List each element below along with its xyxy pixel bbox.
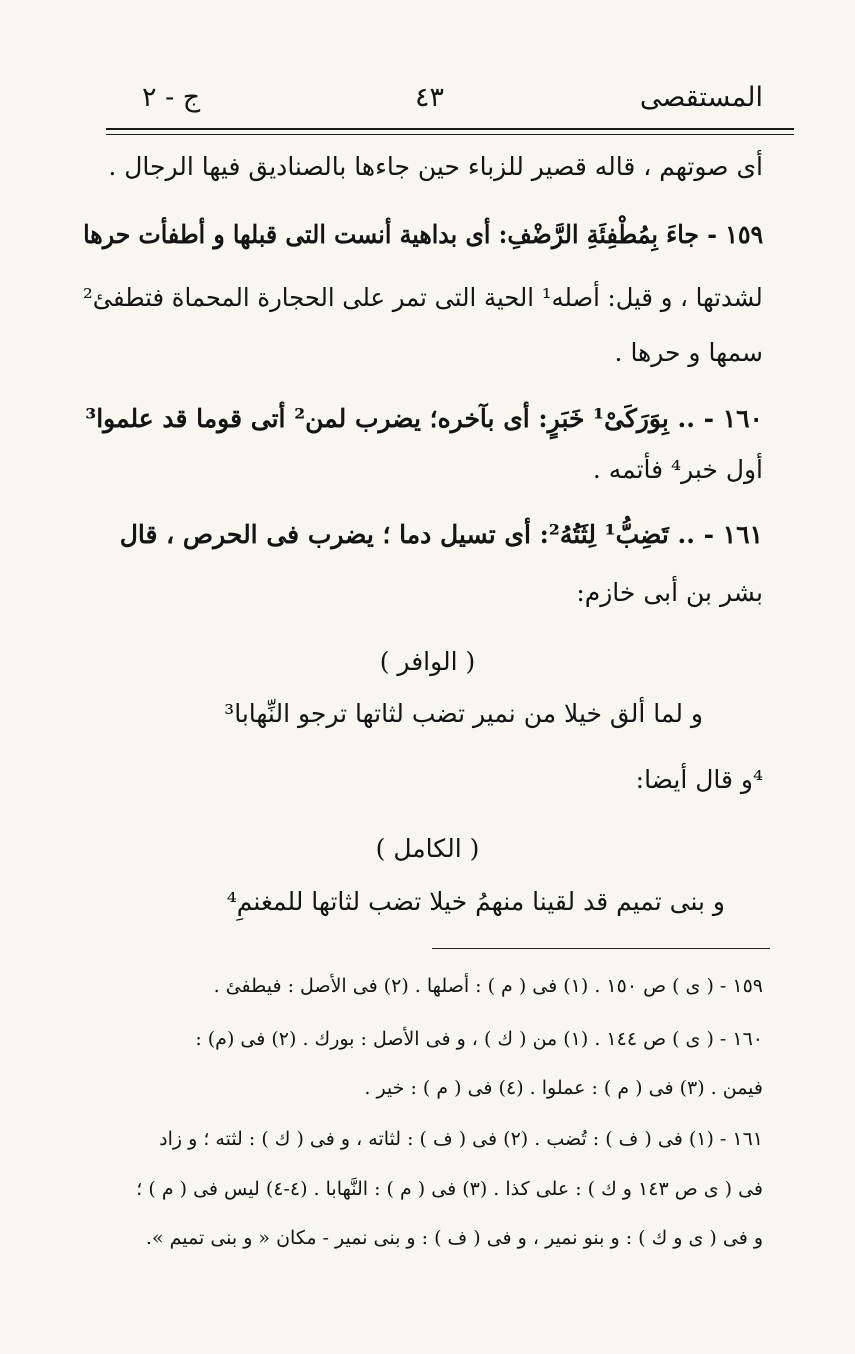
footnote-line: فى ( ى ص ١٤٣ و ك ) : على كذا . (٣) فى ( م ) : النَّهابا . (٤-٤) ليس فى ( م ) ؛ (136, 1178, 763, 1200)
footnote-line: و فى ( ى و ك ) : و بنو نمير ، و فى ( ف ) : و بنى نمير - مكان « و بنى تميم ». (145, 1227, 763, 1249)
footnote-line: ١٥٩ - ( ى ) ص ١٥٠ . (١) فى ( م ) : أصلها . (٢) فى الأصل : فيطفئ . (213, 975, 763, 997)
running-title: المستقصى (639, 82, 763, 113)
body-line: بشر بن أبى خازم: (576, 578, 763, 607)
body-line: ⁴و قال أيضا: (635, 765, 763, 794)
part-number: ج - ٢ (142, 82, 201, 113)
page-number: ٤٣ (415, 82, 445, 113)
footnote-line: فيمن . (٣) فى ( م ) : عملوا . (٤) فى ( م ) : خير . (364, 1077, 763, 1099)
header-rule-thick (106, 128, 794, 130)
meter-label-kamil: ( الكامل ) (375, 834, 480, 863)
footnote-line: ١٦١ - (١) فى ( ف ) : تُضب . (٢) فى ( ف ) : لثاته ، و فى ( ك ) : لثته ؛ و زاد (159, 1128, 763, 1150)
body-line: سمها و حرها . (614, 338, 763, 367)
meter-label-wafir: ( الوافر ) (379, 647, 476, 676)
entry-161-line: ١٦١ - .. تَضِبُّ¹ لِثَتُهُ²: أى تسيل دما ؛ يضرب فى الحرص ، قال (119, 520, 763, 549)
footnote-line: ١٦٠ - ( ى ) ص ١٤٤ . (١) من ( ك ) ، و فى الأصل : بورك . (٢) فى (م) : (195, 1028, 763, 1050)
entry-160-line: ١٦٠ - .. بِوَرَكَىْ¹ خَبَرٍ: أى بآخره؛ يضرب لمن² أتى قوما قد علموا³ (85, 404, 763, 433)
body-line: لشدتها ، و قيل: أصله¹ الحية التى تمر على الحجارة المحماة فتطفئ² (83, 283, 763, 312)
entry-159-line: ١٥٩ - جاءَ بِمُطْفِئَةِ الرَّضْفِ: أى بداهية أنست التى قبلها و أطفأت حرها (82, 220, 763, 249)
footnote-rule (432, 948, 770, 949)
verse-line: و بنى تميم قد لقينا منهمُ خيلا تضب لثاتها للمغنمِ⁴ (226, 887, 725, 916)
header-rule-thin (106, 134, 794, 135)
verse-line: و لما ألق خيلا من نمير تضب لثاتها ترجو النِّهابا³ (224, 699, 703, 728)
body-line: أول خبر⁴ فأتمه . (592, 455, 763, 484)
body-line: أى صوتهم ، قاله قصير للزباء حين جاءها بالصناديق فيها الرجال . (108, 152, 763, 181)
